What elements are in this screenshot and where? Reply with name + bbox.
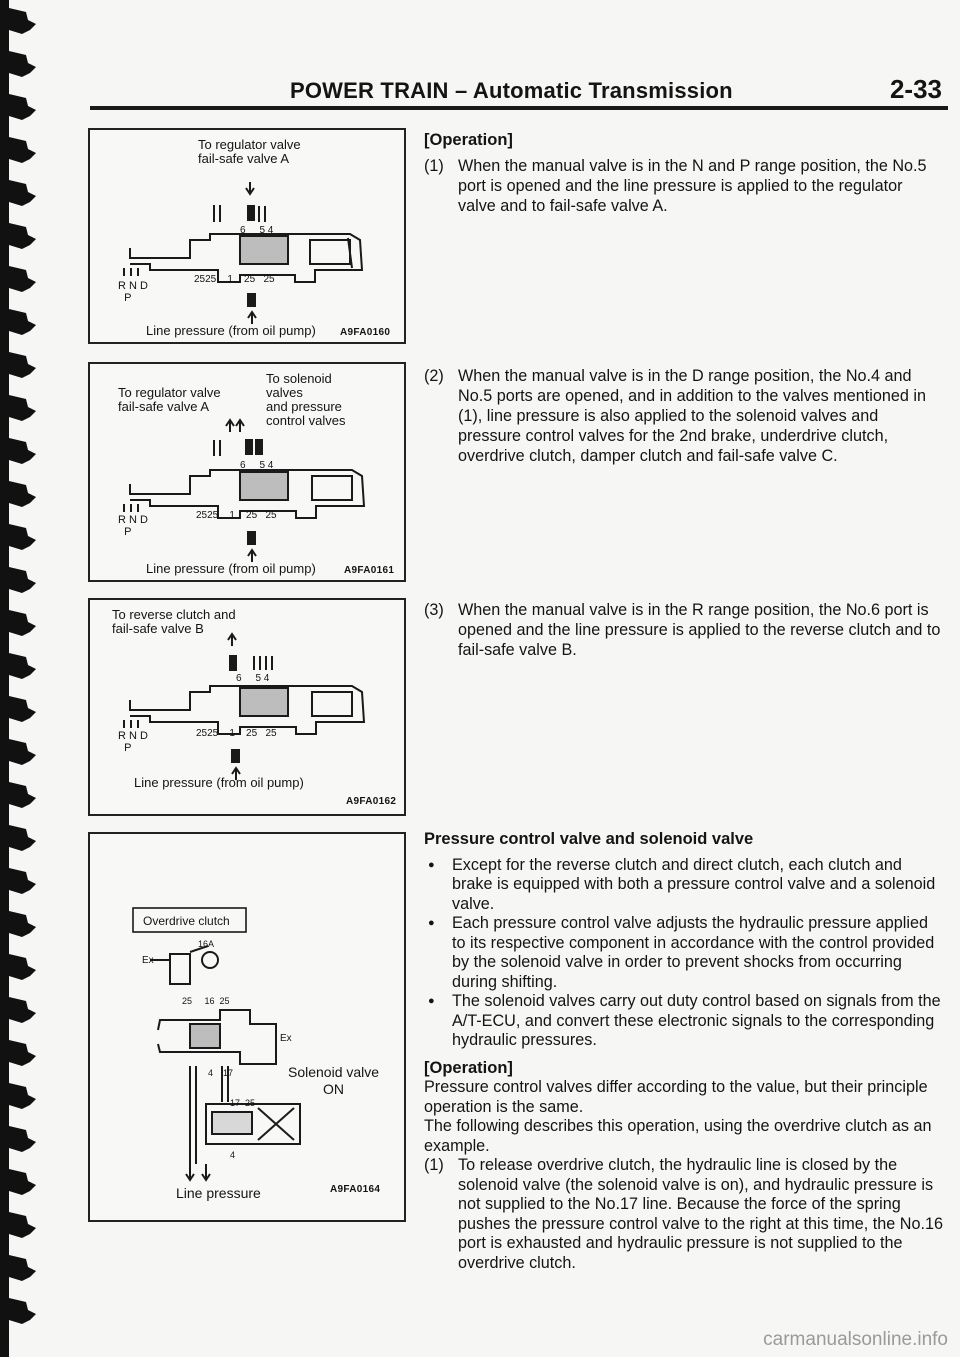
figure-code: A9FA0160 (340, 327, 391, 338)
binding-clip (9, 51, 36, 77)
binding-clip (9, 137, 36, 163)
binding-clip (9, 1040, 36, 1066)
binding-clip (9, 954, 36, 980)
figure-manual-valve-d (88, 362, 406, 582)
binding-clip (9, 911, 36, 937)
binding-clip (9, 1126, 36, 1152)
label-ex-1: Ex (142, 955, 154, 966)
port-label-4: 4 (230, 1150, 236, 1160)
pcv-operation-item-1 (424, 1156, 944, 1273)
port-labels-solenoid: 17 25 (230, 1098, 256, 1108)
port-numbers: 6 5 4 (236, 673, 270, 684)
operation-item-3 (424, 600, 944, 660)
port-numbers-bottom: 2525 1 25 25 (196, 510, 277, 521)
label-to-solenoid-valves: To solenoid valves and pressure control valves (266, 371, 346, 428)
item-number: (3) (424, 601, 444, 619)
binding-clip (9, 997, 36, 1023)
label-to-reverse-clutch: To reverse clutch and fail-safe valve B (112, 607, 236, 636)
operation-item-3-block (424, 600, 944, 660)
watermark: carmanualsonline.info (763, 1329, 948, 1350)
port-numbers-bottom: 2525 1 25 25 (194, 274, 275, 285)
figure-code: A9FA0161 (344, 565, 395, 576)
binding-clip (9, 266, 36, 292)
figure-overdrive-pressure-control (88, 832, 406, 1222)
bullet-item: ● Each pressure control valve adjusts the hydraulic pressure applied to its respective component in accordance with the control provided by the solenoid valve in order to prevent shocks from occurring during shifting. (424, 914, 944, 992)
figure-manual-valve-r (88, 598, 406, 816)
pressure-control-bullets (424, 856, 944, 1051)
operation-intro: Pressure control valves differ according to the value, but their principle operation is the same. The following describes this operation, using the overdrive clutch as an example. (424, 1078, 932, 1155)
item-number: (2) (424, 367, 444, 385)
pressure-control-diagram (90, 834, 404, 1220)
label-line-pressure: Line pressure (from oil pump) (146, 323, 316, 338)
binding-clip (9, 739, 36, 765)
port-numbers: 6 5 4 (240, 225, 274, 236)
figure-code: A9FA0162 (346, 796, 397, 807)
header-rule (90, 106, 948, 110)
operation-item-2-block (424, 366, 944, 466)
range-letters: R N D P (118, 730, 148, 754)
binding-clip (9, 868, 36, 894)
label-to-regulator-valve: To regulator valve fail-safe valve A (118, 385, 221, 414)
label-line-pressure: Line pressure (from oil pump) (134, 775, 304, 790)
binding-clip (9, 94, 36, 120)
port-numbers: 6 5 4 (240, 460, 274, 471)
binding-clip (9, 438, 36, 464)
binding-clip (9, 1298, 36, 1324)
binding-clip (9, 481, 36, 507)
label-16a: 16A (198, 939, 215, 949)
item-text: When the manual valve is in the N and P range position, the No.5 port is opened and the line pressure is applied to the regulator valve and to fail-safe valve A. (458, 157, 927, 215)
page-number: 2-33 (889, 74, 942, 104)
range-letters: R N D P (118, 280, 148, 304)
port-numbers-bottom: 2525 1 25 25 (196, 728, 277, 739)
page-title: POWER TRAIN – Automatic Transmission (290, 78, 733, 103)
label-line-pressure: Line pressure (from oil pump) (146, 561, 316, 576)
item-text: When the manual valve is in the R range position, the No.6 port is opened and the line pressure is applied to the reverse clutch and to fail-safe valve B. (458, 601, 941, 659)
binding-clip (9, 1212, 36, 1238)
binding-clip (9, 610, 36, 636)
item-text: To release overdrive clutch, the hydraulic line is closed by the solenoid valve (the solenoid valve is on), and hydraulic pressure is not supplied to the No.17 line. Because the force of the spring pushes the pressure control valve to the right at this time, the No.16 port is exhausted and hydraulic pressure is not supplied to the overdrive clutch. (458, 1156, 943, 1272)
operation-item-2 (424, 366, 944, 466)
binding-clip (9, 524, 36, 550)
binding-clip (9, 567, 36, 593)
binding-clip (9, 352, 36, 378)
label-line-pressure: Line pressure (176, 1185, 261, 1201)
item-number: (1) (424, 1156, 444, 1174)
binding-clip (9, 1169, 36, 1195)
binding-clip (9, 8, 36, 34)
range-letters: R N D P (118, 514, 148, 538)
binding-clip (9, 653, 36, 679)
bullet-item: ● The solenoid valves carry out duty control based on signals from the A/T-ECU, and convert these electronic signals to the corresponding hydraulic pressures. (424, 992, 944, 1051)
binding-clip (9, 1255, 36, 1281)
pressure-control-heading: Pressure control valve and solenoid valve (424, 830, 754, 848)
label-overdrive-clutch: Overdrive clutch (143, 914, 230, 928)
figure-code: A9FA0164 (330, 1184, 381, 1195)
figure-manual-valve-n-p (88, 128, 406, 344)
operation-item-1 (424, 156, 944, 216)
binding-edge (0, 0, 42, 1357)
binding-clip (9, 309, 36, 335)
binding-clip (9, 1083, 36, 1109)
label-solenoid-valve-on: Solenoid valve ON (288, 1064, 380, 1097)
label-to-regulator-valve: To regulator valve fail-safe valve A (198, 137, 301, 166)
page-header (90, 74, 950, 108)
pressure-control-section (424, 830, 944, 1273)
operation-heading: [Operation] (424, 131, 513, 149)
binding-clip (9, 395, 36, 421)
label-ex-2: Ex (280, 1033, 292, 1044)
binding-clip (9, 223, 36, 249)
item-number: (1) (424, 157, 444, 175)
binding-clip (9, 825, 36, 851)
port-labels-mid: 4 17 (208, 1068, 234, 1078)
binding-clip (9, 782, 36, 808)
operation-section (424, 130, 944, 216)
operation-heading-2: [Operation] (424, 1058, 513, 1077)
port-labels-top: 25 16 25 (182, 996, 230, 1006)
item-text: When the manual valve is in the D range position, the No.4 and No.5 ports are opened, and in addition to the valves mentioned in (1), line pressure is also applied to the solenoid valves and pressure control valves for the 2nd brake, underdrive clutch, overdrive clutch, damper clutch and fail-safe valve C. (458, 367, 926, 465)
bullet-item: ● Except for the reverse clutch and direct clutch, each clutch and brake is equipped with both a pressure control valve and a solenoid valve. (424, 856, 944, 915)
binding-clip (9, 696, 36, 722)
binding-clip (9, 180, 36, 206)
